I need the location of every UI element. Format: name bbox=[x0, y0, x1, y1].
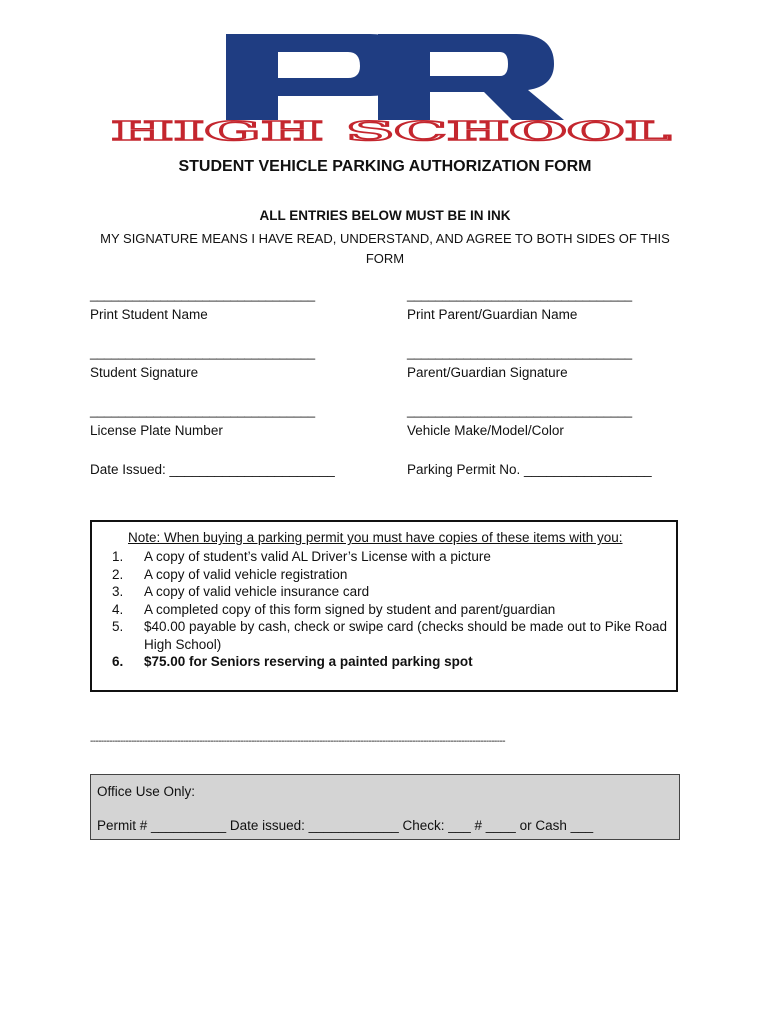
student-signature-label: Student Signature bbox=[90, 365, 199, 380]
date-issued-field[interactable]: Date Issued: ______________________ bbox=[90, 462, 335, 477]
list-item-number: 5. bbox=[112, 619, 124, 634]
note-title: Note: When buying a parking permit you must have copies of these items with you: bbox=[128, 530, 623, 545]
vehicle-label: Vehicle Make/Model/Color bbox=[407, 423, 564, 438]
parent-signature-label: Parent/Guardian Signature bbox=[407, 365, 568, 380]
list-item-text: A completed copy of this form signed by student and parent/guardian bbox=[144, 601, 556, 617]
license-plate-label: License Plate Number bbox=[90, 423, 223, 438]
office-use-box bbox=[90, 774, 680, 840]
list-item-text: $75.00 for Seniors reserving a painted parking spot bbox=[144, 654, 473, 669]
list-item-text: A copy of student’s valid AL Driver’s License with a picture bbox=[144, 549, 491, 564]
school-logo bbox=[108, 30, 674, 144]
list-item bbox=[112, 566, 672, 584]
office-use-title: Office Use Only: bbox=[97, 784, 196, 799]
agreement-text: MY SIGNATURE MEANS I HAVE READ, UNDERSTAND, AND AGREE TO BOTH SIDES OF THIS FORM bbox=[100, 231, 670, 266]
list-item-text: A copy of valid vehicle insurance card bbox=[144, 584, 370, 599]
note-box bbox=[90, 520, 678, 692]
parent-signature-line[interactable]: ________________________________ bbox=[407, 345, 632, 360]
list-item bbox=[112, 653, 672, 671]
list-item-number: 6. bbox=[112, 654, 124, 669]
form-title: STUDENT VEHICLE PARKING AUTHORIZATION FORM bbox=[178, 158, 592, 175]
list-item bbox=[112, 548, 672, 566]
note-list bbox=[112, 548, 672, 671]
parent-name-label: Print Parent/Guardian Name bbox=[407, 307, 578, 322]
student-name-line[interactable]: ________________________________ bbox=[90, 287, 315, 302]
list-item-number: 2. bbox=[112, 566, 124, 582]
logo-subtitle: HIGH SCHOOL bbox=[111, 117, 671, 144]
list-item-number: 1. bbox=[112, 549, 124, 564]
cut-line-separator: -------------------------------------------------------------------------------------------------------------------------------------------------------- bbox=[90, 736, 505, 747]
list-item-text: A copy of valid vehicle registration bbox=[144, 566, 348, 582]
list-item-text: $40.00 payable by cash, check or swipe card (checks should be made out to Pike Road High School) bbox=[144, 619, 668, 652]
pr-letters-graphic bbox=[226, 34, 564, 120]
ink-notice: ALL ENTRIES BELOW MUST BE IN INK bbox=[259, 208, 511, 223]
vehicle-line[interactable]: ________________________________ bbox=[407, 403, 632, 418]
office-use-fields[interactable]: Permit # __________ Date issued: ____________ Check: ___ # ____ or Cash ___ bbox=[97, 818, 594, 833]
license-plate-line[interactable]: ________________________________ bbox=[90, 403, 315, 418]
list-item bbox=[112, 601, 672, 619]
list-item bbox=[112, 618, 672, 653]
student-signature-line[interactable]: ________________________________ bbox=[90, 345, 315, 360]
list-item-number: 4. bbox=[112, 601, 124, 617]
list-item bbox=[112, 583, 672, 601]
student-name-label: Print Student Name bbox=[90, 307, 208, 322]
list-item-number: 3. bbox=[112, 584, 124, 599]
parent-name-line[interactable]: ________________________________ bbox=[407, 287, 632, 302]
parking-permit-field[interactable]: Parking Permit No. _________________ bbox=[407, 462, 652, 477]
